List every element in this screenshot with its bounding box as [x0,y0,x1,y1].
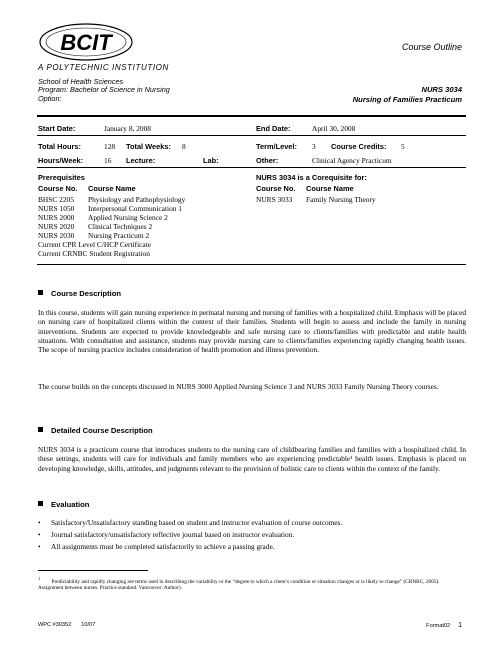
school-name: School of Health Sciences [38,77,124,86]
start-date-label: Start Date: [38,124,76,133]
course-description-text: In this course, students will gain nursing experience in perinatal nursing and nursing of families with a hospitalized child. Emphasis will be placed on nursing care of hospitalized clients within the context of their families. Students will begin to assess and include the family in nursing interventions. Students are expected to provide knowledgeable and safe nursing care to clients/families with predictable and stable health situations. With consultation and assistance, students may provide nursing care to clients/families experiencing rapidly changing health issues. The scope of nursing practice includes consideration of health promotion and illness prevention. [38,308,466,355]
section-bullet-icon [38,501,43,506]
course-name: Nursing of Families Practicum [352,94,462,104]
total-hours-value: 128 [104,142,116,151]
course-title-block [353,85,462,104]
hours-week-value: 16 [104,156,112,165]
prereq-row: NURS 1050 Interpersonal Communication 1 [38,204,183,213]
other-label: Other: [256,156,279,165]
total-hours-label: Total Hours: [38,142,81,151]
credits-value: 5 [401,142,405,151]
credits-label: Course Credits: [331,142,387,151]
footer-left: WPC #30352 10/07 [38,622,96,628]
bcit-logo-mark [36,20,136,64]
coreq-no: NURS 3033 [256,195,293,204]
evaluation-item: • All assignments must be completed satisfactorily to achieve a passing grade. [38,542,275,551]
prereq-col-name: Course Name [88,184,136,193]
program-block [38,78,170,103]
term-label: Term/Level: [256,142,297,151]
bullet-icon: • [38,530,41,539]
logo-text: BCIT [60,30,112,55]
bullet-icon: • [38,518,41,527]
other-value: Clinical Agency Practicum [312,156,392,165]
section-bullet-icon [38,427,43,432]
prereq-row: BHSC 2205 Physiology and Pathophysiology [38,195,186,204]
info-rule [37,135,466,136]
end-date-value: April 30, 2008 [312,124,356,133]
bcit-logo [36,20,136,64]
prereq-rule [37,264,466,265]
course-code: NURS 3034 [421,85,462,94]
total-weeks-value: 8 [182,142,186,151]
lecture-label: Lecture: [126,156,156,165]
footnote-rule [38,570,148,571]
header-rule [37,115,466,117]
detailed-description-text: NURS 3034 is a practicum course that introduces students to the nursing care of childbearing families and families with a hospitalized child. In these settings, students will care for individuals and family members who are experiencing predictable¹ health issues. Emphasis is placed on developing knowledge, skills, attitudes, and judgments relevant to the provision of holistic care to clients within the context of the family. [38,445,466,473]
evaluation-item: • Satisfactory/Unsatisfactory standing based on student and instructor evaluation of course outcomes. [38,518,343,527]
prereq-list [38,195,185,258]
prereq-extra: Current CRNBC Student Registration [38,249,150,258]
evaluation-item: • Journal satisfactory/unsatisfactory reflective journal based on instructor evaluation. [38,530,295,539]
info-rule-2 [37,167,466,168]
footnote [38,576,458,592]
page-number: 1 [458,622,462,629]
section-bullet-icon [38,290,43,295]
hours-week-label: Hours/Week: [38,156,84,165]
prereq-row: NURS 2030 Nursing Practicum 2 [38,231,150,240]
doc-type: Course Outline [401,42,462,52]
coreq-col-no: Course No. [256,184,296,193]
coreq-name: Family Nursing Theory [306,195,376,204]
prereq-row: NURS 2000 Applied Nursing Science 2 [38,213,168,222]
institute-tagline: A POLYTECHNIC INSTITUTION [38,63,169,72]
coreq-heading: NURS 3034 is a Corequisite for: [256,173,367,182]
detailed-description-heading: Detailed Course Description [38,426,153,435]
footnote-text: Predictability and rapidly changing are terms used in describing the variability or the “degree to which a client’s condition or situation changes or is likely to change” (CRNBC, 2005). Assignment between nurses. Practice standard. Vancouver: Author). [38,578,440,592]
bullet-icon: • [38,542,41,551]
option-label: Option: [38,93,62,103]
start-date-row [38,124,75,133]
total-weeks-label: Total Weeks: [126,142,171,151]
start-date-value: January 8, 2008 [104,124,152,133]
prereq-col-no: Course No. [38,184,78,193]
prereq-extra: Current CPR Level C/HCP Certificate [38,240,152,249]
evaluation-heading: Evaluation [38,500,89,509]
coreq-col-name: Course Name [306,184,354,193]
end-date-label: End Date: [256,124,291,133]
lab-label: Lab: [203,156,219,165]
footer-right: Format02 1 [426,622,462,629]
program-name: Program: Bachelor of Science in Nursing [38,85,170,95]
prereq-heading: Prerequisites [38,173,85,182]
course-description-text-2: The course builds on the concepts discussed in NURS 3000 Applied Nursing Science 3 and NURS 3033 Family Nursing Theory courses. [38,382,439,391]
course-description-heading: Course Description [38,289,121,298]
term-value: 3 [312,142,316,151]
prereq-row: NURS 2020 Clinical Techniques 2 [38,222,153,231]
footnote-mark: 1 [38,576,41,581]
